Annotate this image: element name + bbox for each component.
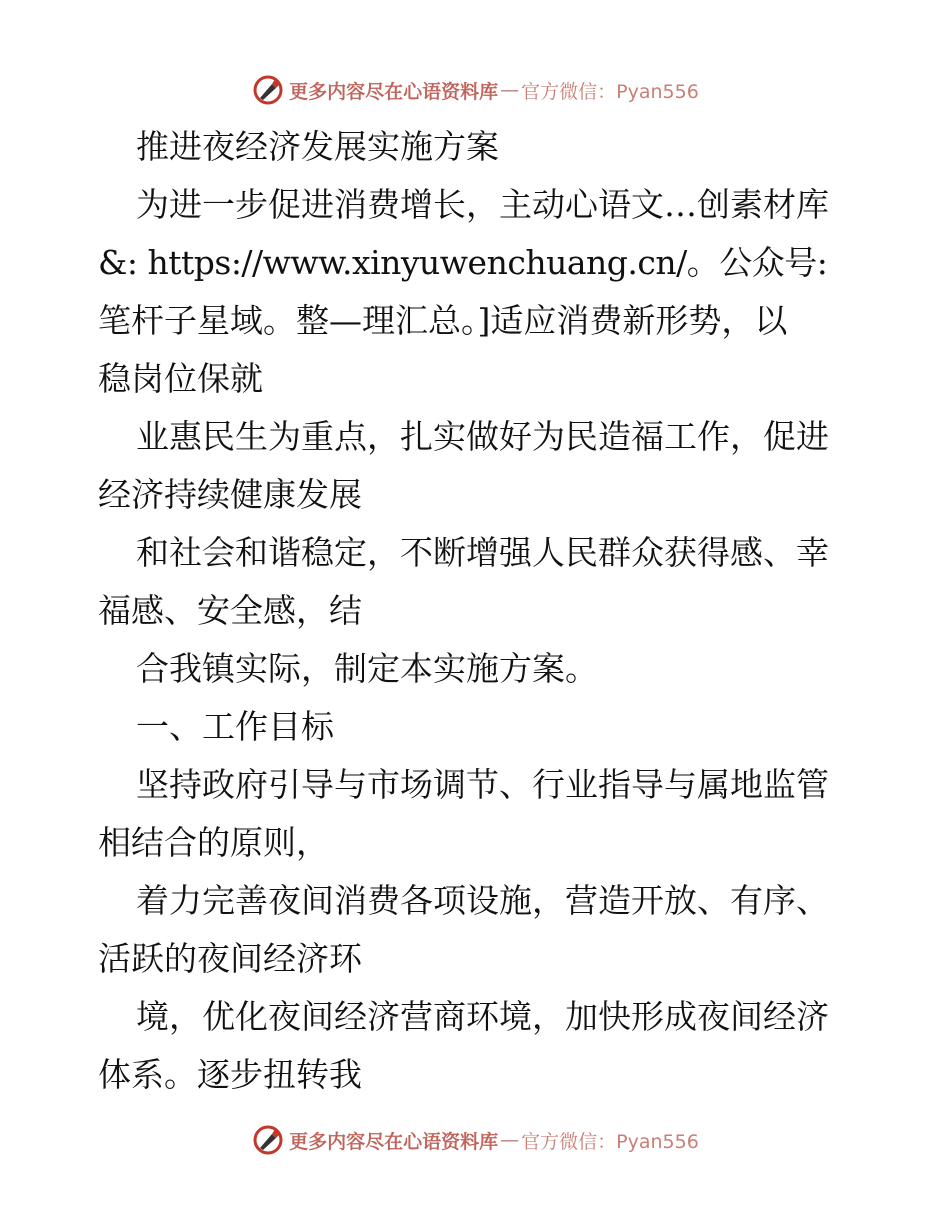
document-title: 推进夜经济发展实施方案 (136, 127, 499, 166)
paragraph-line: 着力完善夜间消费各项设施，营造开放、有序、 (136, 881, 829, 920)
paragraph-line: 坚持政府引导与市场调节、行业指导与属地监管 (136, 765, 829, 804)
watermark-contact: 官方微信：Pyan556 (521, 80, 699, 103)
pen-nib-logo-icon (251, 73, 285, 107)
paragraph-line: 为进一步促进消费增长，主动心语文…创素材库 (136, 185, 829, 224)
watermark-brand: 更多内容尽在心语资料库 (289, 80, 499, 103)
pen-nib-logo-icon (251, 1123, 285, 1157)
paragraph-line-url: &: https://www.xinyuwenchuang.cn/。公众号: (98, 243, 828, 282)
paragraph-line: 经济持续健康发展 (98, 475, 362, 514)
paragraph-line: 合我镇实际，制定本实施方案。 (136, 649, 598, 688)
paragraph-line: 笔杆子星域。整—理汇总。]适应消费新形势，以 (98, 301, 788, 340)
footer-watermark (0, 1120, 950, 1160)
watermark-separator: — (500, 79, 520, 101)
paragraph-line: 业惠民生为重点，扎实做好为民造福工作，促进 (136, 417, 829, 456)
section-heading: 一、工作目标 (136, 707, 334, 746)
watermark-brand: 更多内容尽在心语资料库 (289, 1130, 499, 1153)
watermark-separator: — (500, 1129, 520, 1151)
paragraph-line: 稳岗位保就 (98, 359, 263, 398)
header-watermark (0, 70, 950, 110)
paragraph-line: 境，优化夜间经济营商环境，加快形成夜间经济 (136, 997, 829, 1036)
paragraph-line: 活跃的夜间经济环 (98, 939, 362, 978)
paragraph-line: 福感、安全感，结 (98, 591, 362, 630)
paragraph-line: 和社会和谐稳定，不断增强人民群众获得感、幸 (136, 533, 829, 572)
paragraph-line: 相结合的原则， (98, 823, 329, 862)
document-body (98, 118, 858, 1104)
watermark-contact: 官方微信：Pyan556 (521, 1130, 699, 1153)
paragraph-line: 体系。逐步扭转我 (98, 1055, 362, 1094)
